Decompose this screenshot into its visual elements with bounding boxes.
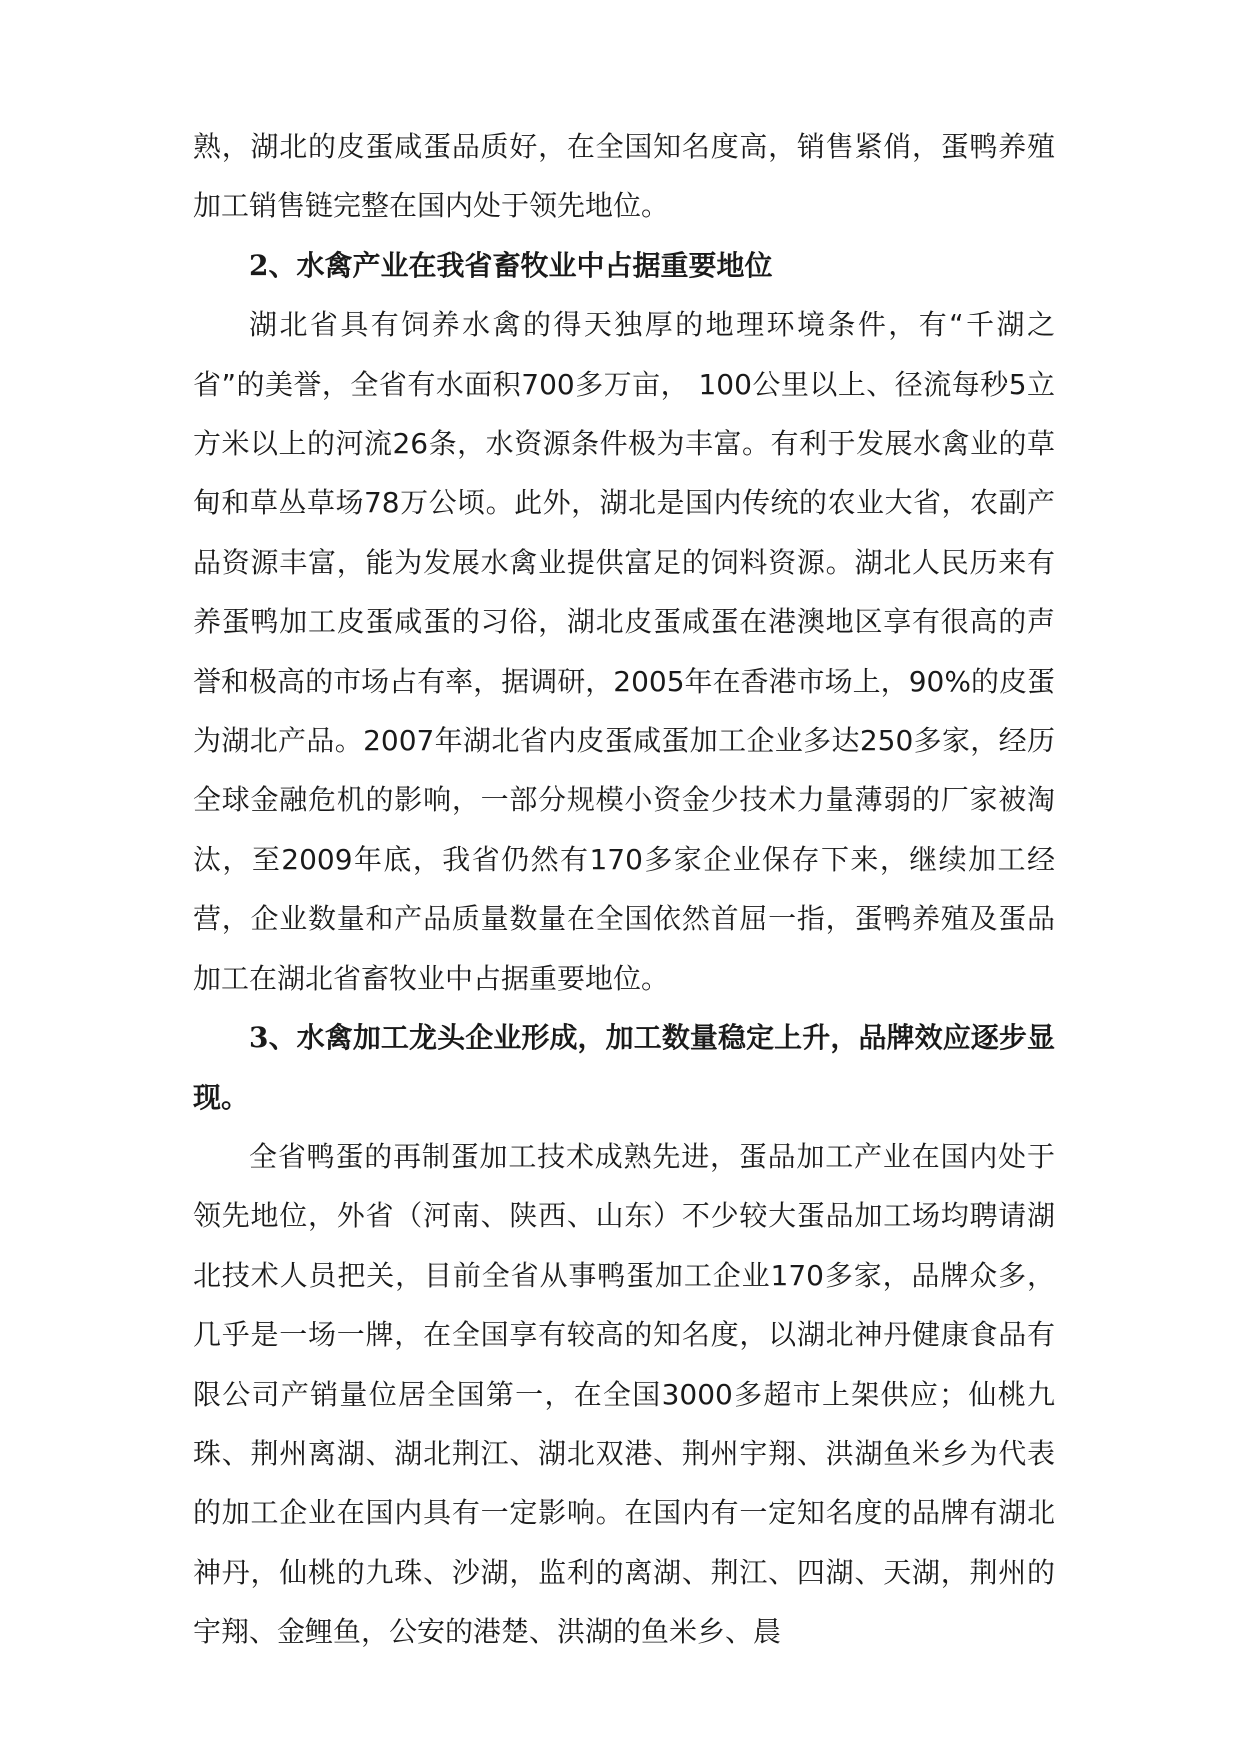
section-heading-2: 2、水禽产业在我省畜牧业中占据重要地位 xyxy=(249,248,773,282)
paragraph-waterfowl-industry: 湖北省具有饲养水禽的得天独厚的地理环境条件，有“千湖之省”的美誉，全省有水面积700多万亩， 100公里以上、径流每秒5立方米以上的河流26条，水资源条件极为丰富。有利于发展水禽业的草甸和草丛草场78万公顷。此外，湖北是国内传统的农业大省，农副产品资源丰富，能为发展水禽业提供富足的饲料资源。湖北人民历来有养蛋鸭加工皮蛋咸蛋的习俗，湖北皮蛋咸蛋在港澳地区享有很高的声誉和极高的市场占有率，据调研，2005年在香港市场上，90%的皮蛋为湖北产品。2007年湖北省内皮蛋咸蛋加工企业多达250多家，经历全球金融危机的影响，一部分规模小资金少技术力量薄弱的厂家被淘汰，至2009年底，我省仍然有170多家企业保存下来，继续加工经营，企业数量和产品质量数量在全国依然首屈一指，蛋鸭养殖及蛋品加工在湖北省畜牧业中占据重要地位。 xyxy=(193,308,1055,995)
document-page xyxy=(193,117,1055,1662)
paragraph-continuation: 熟，湖北的皮蛋咸蛋品质好，在全国知名度高，销售紧俏，蛋鸭养殖加工销售链完整在国内处于领先地位。 xyxy=(193,130,1055,223)
paragraph-processing-enterprises: 全省鸭蛋的再制蛋加工技术成熟先进，蛋品加工产业在国内处于领先地位，外省（河南、陕西、山东）不少较大蛋品加工场均聘请湖北技术人员把关，目前全省从事鸭蛋加工企业170多家，品牌众多，几乎是一场一牌，在全国享有较高的知名度，以湖北神丹健康食品有限公司产销量位居全国第一，在全国3000多超市上架供应；仙桃九珠、荆州离湖、湖北荆江、湖北双港、荆州宇翔、洪湖鱼米乡为代表的加工企业在国内具有一定影响。在国内有一定知名度的品牌有湖北神丹，仙桃的九珠、沙湖，监利的离湖、荆江、四湖、天湖，荆州的宇翔、金鲤鱼，公安的港楚、洪湖的鱼米乡、晨 xyxy=(193,1139,1055,1649)
section-heading-3: 3、水禽加工龙头企业形成，加工数量稳定上升，品牌效应逐步显现。 xyxy=(193,1021,1055,1114)
